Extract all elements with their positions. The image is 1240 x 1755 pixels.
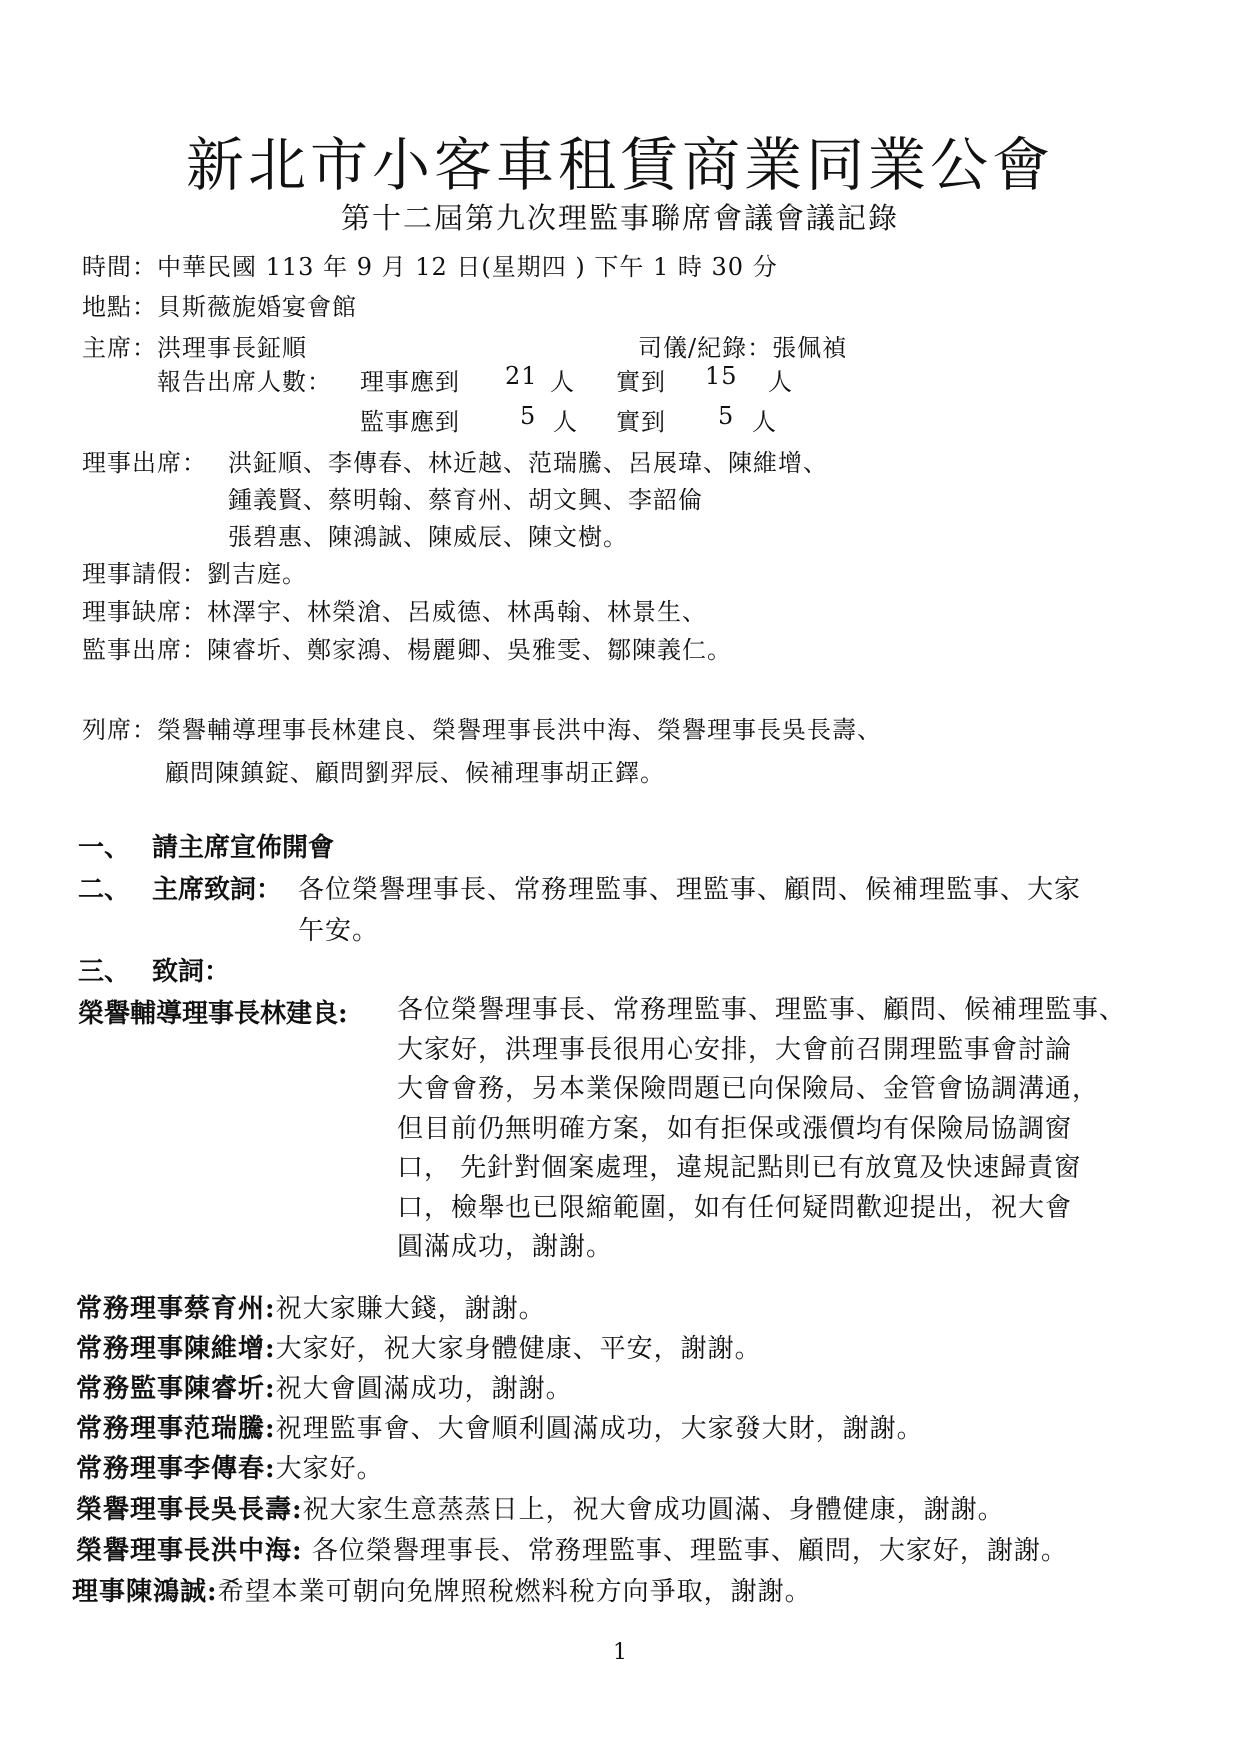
speech-main-line: 但目前仍無明確方案，如有拒保或漲價均有保險局協調窗 — [397, 1113, 1073, 1144]
speech-item — [76, 1448, 384, 1485]
section-3-number: 三、 — [78, 957, 131, 987]
speech-main-line: 大家好，洪理事長很用心安排，大會前召開理監事會討論 — [397, 1034, 1073, 1065]
supervisors-actual-count: 5 — [718, 402, 735, 430]
speech-item — [76, 1530, 1068, 1567]
supervisors-due-count: 5 — [520, 402, 537, 430]
speech-text: 大家好，祝大家身體健康、平安，謝謝。 — [275, 1334, 762, 1364]
speech-text: 祝大家生意蒸蒸日上，祝大會成功圓滿、身體健康，謝謝。 — [302, 1495, 1005, 1525]
speech-main-text — [397, 991, 1157, 1268]
speech-item — [76, 1288, 546, 1325]
speech-main-speaker: 榮譽輔導理事長林建良: — [78, 999, 348, 1029]
directors-present-line: 張碧惠、陳鴻誠、陳威辰、陳文樹。 — [228, 523, 628, 551]
speech-item — [72, 1571, 812, 1608]
section-1-title: 請主席宣佈開會 — [152, 833, 335, 863]
speech-speaker: 榮譽理事長吳長壽: — [76, 1495, 303, 1525]
speech-item — [76, 1368, 573, 1405]
speech-main-line: 各位榮譽理事長、常務理監事、理監事、顧問、候補理監事、 — [397, 995, 1127, 1025]
guests-line: 列席：榮譽輔導理事長林建良、榮譽理事長洪中海、榮譽理事長吳長壽、 — [82, 716, 882, 744]
guests-line: 顧問陳鎮錠、顧問劉羿辰、候補理事胡正鐸。 — [165, 759, 665, 787]
directors-due-count: 21 — [505, 362, 538, 390]
speech-text: 祝大家賺大錢，謝謝。 — [275, 1294, 546, 1324]
speech-speaker: 常務理事李傳春: — [76, 1454, 276, 1484]
section-1-number: 一、 — [78, 833, 131, 863]
speech-item — [76, 1328, 762, 1365]
speech-text: 祝理監事會、大會順利圓滿成功，大家發大財，謝謝。 — [275, 1414, 924, 1444]
directors-actual-unit: 人 — [768, 368, 793, 396]
section-2-title: 主席致詞： — [152, 875, 283, 905]
speech-item — [76, 1408, 924, 1445]
speech-item — [76, 1489, 1005, 1526]
directors-present-line: 鍾義賢、蔡明翰、蔡育州、胡文興、李韶倫 — [228, 486, 703, 514]
directors-actual-count: 15 — [705, 362, 738, 390]
speech-text: 各位榮譽理事長、常務理監事、理監事、顧問，大家好，謝謝。 — [302, 1536, 1068, 1566]
supervisors-due-unit: 人 — [553, 408, 578, 436]
speech-main-line: 口，檢舉也已限縮範圍，如有任何疑問歡迎提出，祝大會 — [397, 1192, 1073, 1223]
document-title: 新北市小客車租賃商業同業公會 — [185, 131, 1054, 199]
directors-actual-label: 實到 — [616, 368, 666, 396]
document-subtitle: 第十二屆第九次理監事聯席會議會議記錄 — [340, 201, 899, 235]
meeting-mc-recorder: 司儀/紀錄：張佩禎 — [638, 334, 848, 362]
page-number: 1 — [613, 1640, 627, 1665]
section-2-text: 午安。 — [298, 916, 380, 946]
speech-text: 祝大會圓滿成功，謝謝。 — [275, 1374, 573, 1404]
speech-main-line: 口， 先針對個案處理，違規記點則已有放寬及快速歸責窗 — [397, 1153, 1082, 1183]
speech-main-line: 圓滿成功，謝謝。 — [397, 1232, 614, 1262]
directors-leave: 理事請假：劉吉庭。 — [82, 560, 307, 588]
speech-speaker: 常務理事陳維增: — [76, 1334, 276, 1364]
section-2-text: 各位榮譽理事長、常務理監事、理監事、顧問、候補理監事、大家 — [298, 875, 1082, 905]
directors-due-label: 理事應到 — [360, 368, 460, 396]
supervisors-actual-label: 實到 — [616, 408, 666, 436]
speech-text: 大家好。 — [275, 1454, 384, 1484]
directors-due-unit: 人 — [550, 368, 575, 396]
speech-speaker: 常務理事蔡育州: — [76, 1294, 276, 1324]
speech-speaker: 理事陳鴻誠: — [72, 1577, 218, 1607]
directors-present-line: 洪鉦順、李傳春、林近越、范瑞騰、呂展瑋、陳維增、 — [228, 449, 828, 477]
speech-speaker: 常務監事陳睿圻: — [76, 1374, 276, 1404]
section-2-number: 二、 — [78, 875, 131, 905]
meeting-chair: 主席：洪理事長鉦順 — [82, 334, 307, 362]
meeting-time: 時間：中華民國 113 年 9 月 12 日(星期四 ) 下午 1 時 30 分 — [82, 253, 778, 281]
supervisors-due-label: 監事應到 — [360, 408, 460, 436]
speech-speaker: 常務理事范瑞騰: — [76, 1414, 276, 1444]
supervisors-present: 監事出席：陳睿圻、鄭家鴻、楊麗卿、吳雅雯、鄒陳義仁。 — [82, 636, 732, 664]
meeting-place: 地點：貝斯薇旎婚宴會館 — [82, 293, 357, 321]
supervisors-actual-unit: 人 — [752, 408, 777, 436]
directors-present-label: 理事出席： — [82, 449, 207, 477]
attendance-label: 報告出席人數： — [157, 368, 332, 396]
section-3-title: 致詞： — [152, 957, 231, 987]
speech-speaker: 榮譽理事長洪中海: — [76, 1536, 303, 1566]
speech-main-line: 大會會務，另本業保險問題已向保險局、金管會協調溝通， — [397, 1074, 1100, 1104]
directors-absent: 理事缺席：林澤宇、林榮滄、呂威德、林禹翰、林景生、 — [82, 598, 707, 626]
speech-text: 希望本業可朝向免牌照稅燃料稅方向爭取，謝謝。 — [217, 1577, 812, 1607]
